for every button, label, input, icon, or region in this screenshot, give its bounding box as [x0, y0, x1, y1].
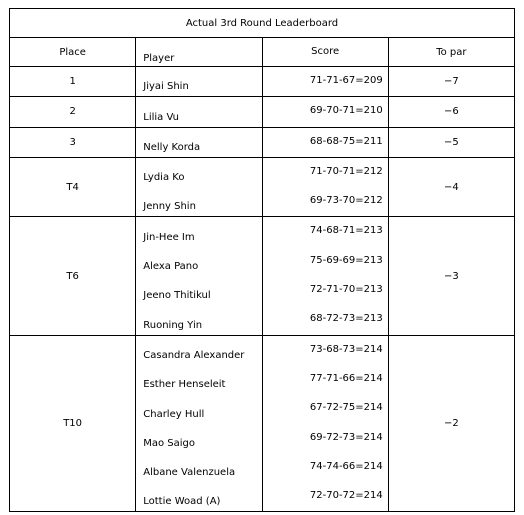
place-cell: 3 — [10, 127, 136, 157]
player-name: Nelly Korda — [143, 141, 201, 153]
place-cell: T4 — [10, 157, 136, 217]
table-row — [10, 335, 515, 512]
player-name: Charley Hull — [143, 408, 205, 420]
player-cell — [136, 217, 262, 335]
player-score: 74-74-66=214 — [309, 460, 383, 472]
to-par-cell: −3 — [388, 217, 514, 335]
table-row — [10, 97, 515, 127]
player-name: Jenny Shin — [143, 201, 196, 213]
player-score: 68-72-73=213 — [309, 313, 383, 325]
to-par-cell: −6 — [388, 97, 514, 127]
score-cell — [262, 217, 388, 335]
player-score: 67-72-75=214 — [309, 402, 383, 414]
player-name: Jeeno Thitikul — [143, 290, 211, 302]
player-cell — [136, 335, 262, 512]
to-par-cell: −5 — [388, 127, 514, 157]
player-cell — [136, 127, 262, 157]
player-cell — [136, 97, 262, 127]
player-name: Ruoning Yin — [143, 319, 203, 331]
player-cell — [136, 157, 262, 217]
player-score: 69-70-71=210 — [309, 105, 383, 117]
table-row — [10, 127, 515, 157]
player-name: Esther Henseleit — [143, 379, 226, 391]
player-name: Albane Valenzuela — [143, 467, 236, 479]
player-score: 69-73-70=212 — [309, 195, 383, 207]
player-score: 77-71-66=214 — [309, 372, 383, 384]
leaderboard-table — [9, 8, 515, 512]
player-score: 74-68-71=213 — [309, 225, 383, 237]
to-par-cell: −7 — [388, 67, 514, 97]
table-title: Actual 3rd Round Leaderboard — [10, 9, 515, 38]
table-row — [10, 217, 515, 335]
to-par-cell: −4 — [388, 157, 514, 217]
score-cell — [262, 157, 388, 217]
table-row — [10, 157, 515, 217]
player-score: 71-71-67=209 — [309, 75, 383, 86]
place-cell: 1 — [10, 67, 136, 97]
place-cell: T6 — [10, 217, 136, 335]
player-name: Lydia Ko — [143, 172, 185, 184]
player-name: Mao Saigo — [143, 437, 196, 449]
player-score: 72-71-70=213 — [309, 284, 383, 296]
player-score: 68-68-75=211 — [309, 135, 383, 147]
header-score: Score — [262, 38, 388, 67]
player-score: 75-69-69=213 — [309, 254, 383, 266]
score-cell — [262, 67, 388, 97]
player-name: Casandra Alexander — [143, 349, 245, 361]
header-player: Player — [136, 38, 262, 67]
player-score: 71-70-71=212 — [309, 165, 383, 177]
player-score: 73-68-73=214 — [309, 343, 383, 355]
score-cell — [262, 97, 388, 127]
player-name: Lottie Woad (A) — [143, 496, 221, 508]
player-name: Alexa Pano — [143, 261, 199, 273]
player-name: Lilia Vu — [143, 111, 179, 123]
player-name: Jiyai Shin — [143, 81, 189, 93]
header-place: Place — [10, 38, 136, 67]
player-score: 72-70-72=214 — [309, 490, 383, 502]
place-cell: 2 — [10, 97, 136, 127]
place-cell: T10 — [10, 335, 136, 512]
player-name: Jin-Hee Im — [143, 231, 195, 243]
score-cell — [262, 127, 388, 157]
player-score: 69-72-73=214 — [309, 431, 383, 443]
score-cell — [262, 335, 388, 512]
header-to-par: To par — [388, 38, 514, 67]
player-cell — [136, 67, 262, 97]
to-par-cell: −2 — [388, 335, 514, 512]
header-row — [10, 38, 515, 67]
table-row — [10, 67, 515, 97]
